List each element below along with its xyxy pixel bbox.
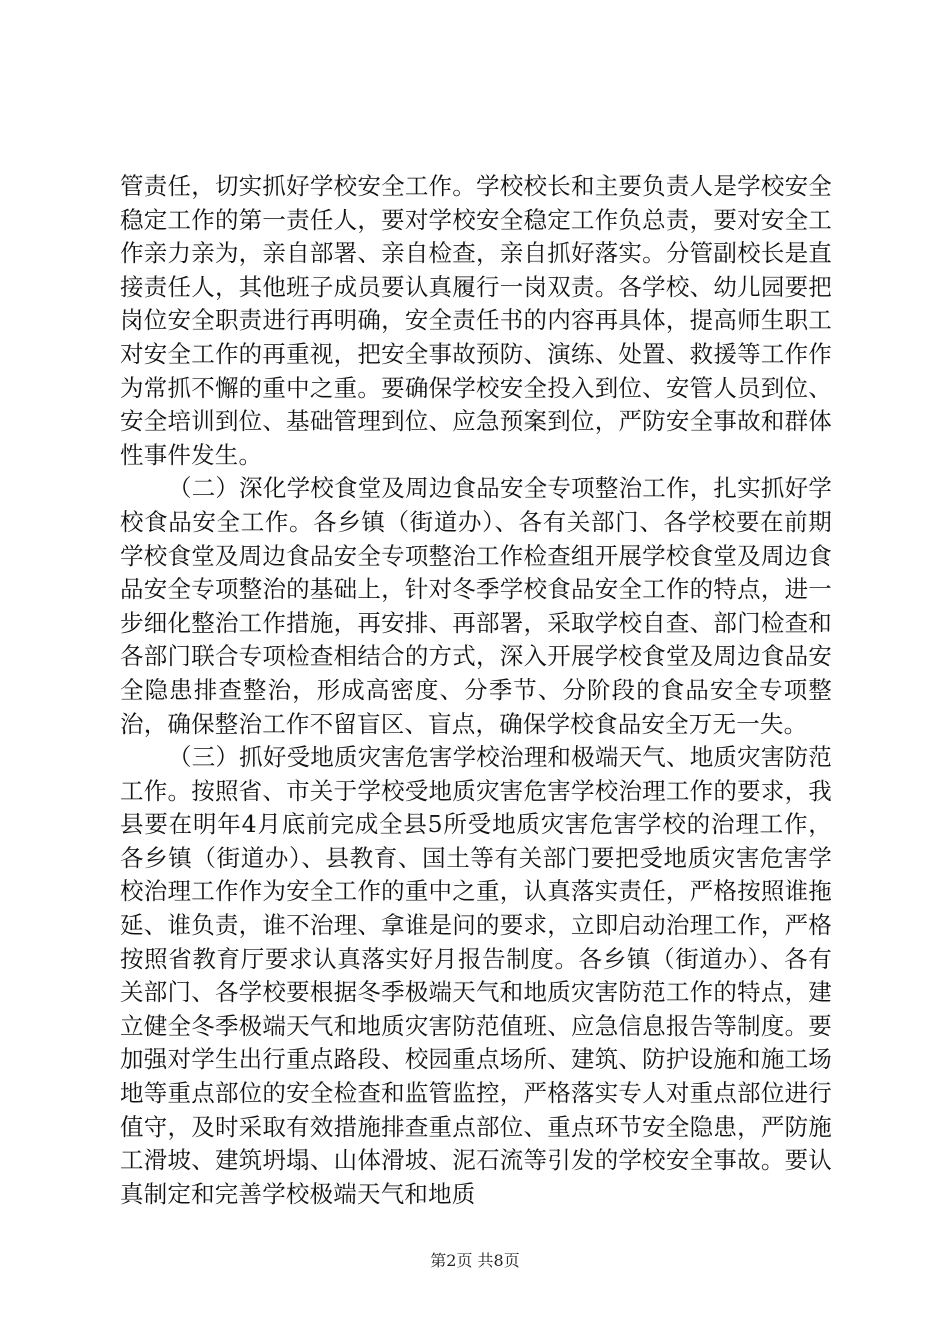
page-number-footer: 第2页 共8页	[430, 1251, 520, 1270]
paragraph-2: （二）深化学校食堂及周边食品安全专项整治工作，扎实抓好学校食品安全工作。各乡镇（街道办）、各有关部门、各学校要在前期学校食堂及周边食品安全专项整治工作检查组开展学校食堂及周边食品安全专项整治的基础上，针对冬季学校食品安全工作的特点，进一步细化整治工作措施，再安排、再部署，采取学校自查、部门检查和各部门联合专项检查相结合的方式，深入开展学校食堂及周边食品安全隐患排查整治，形成高密度、分季节、分阶段的食品安全专项整治，确保整治工作不留盲区、盲点，确保学校食品安全万无一失。	[120, 474, 832, 738]
paragraph-3: （三）抓好受地质灾害危害学校治理和极端天气、地质灾害防范工作。按照省、市关于学校受地质灾害危害学校治理工作的要求，我县要在明年4月底前完成全县5所受地质灾害危害学校的治理工作，各乡镇（街道办）、县教育、国土等有关部门要把受地质灾害危害学校治理工作作为安全工作的重中之重，认真落实责任，严格按照谁拖延、谁负责，谁不治理、拿谁是问的要求，立即启动治理工作，严格按照省教育厅要求认真落实好月报告制度。各乡镇（街道办）、各有关部门、各学校要根据冬季极端天气和地质灾害防范工作的特点，建立健全冬季极端天气和地质灾害防范值班、应急信息报告等制度。要加强对学生出行重点路段、校园重点场所、建筑、防护设施和施工场地等重点部位的安全检查和监管监控，严格落实专人对重点部位进行值守，及时采取有效措施排查重点部位、重点环节安全隐患，严防施工滑坡、建筑坍塌、山体滑坡、泥石流等引发的学校安全事故。要认真制定和完善学校极端天气和地质	[120, 743, 832, 1208]
paragraph-1: 管责任，切实抓好学校安全工作。学校校长和主要负责人是学校安全稳定工作的第一责任人，要对学校安全稳定工作负总责，要对安全工作亲力亲为，亲自部署、亲自检查，亲自抓好落实。分管副校长是直接责任人，其他班子成员要认真履行一岗双责。各学校、幼儿园要把岗位安全职责进行再明确，安全责任书的内容再具体，提高师生职工对安全工作的再重视，把安全事故预防、演练、处置、救援等工作作为常抓不懈的重中之重。要确保学校安全投入到位、安管人员到位、安全培训到位、基础管理到位、应急预案到位，严防安全事故和群体性事件发生。	[120, 172, 832, 469]
document-body	[120, 170, 832, 1211]
